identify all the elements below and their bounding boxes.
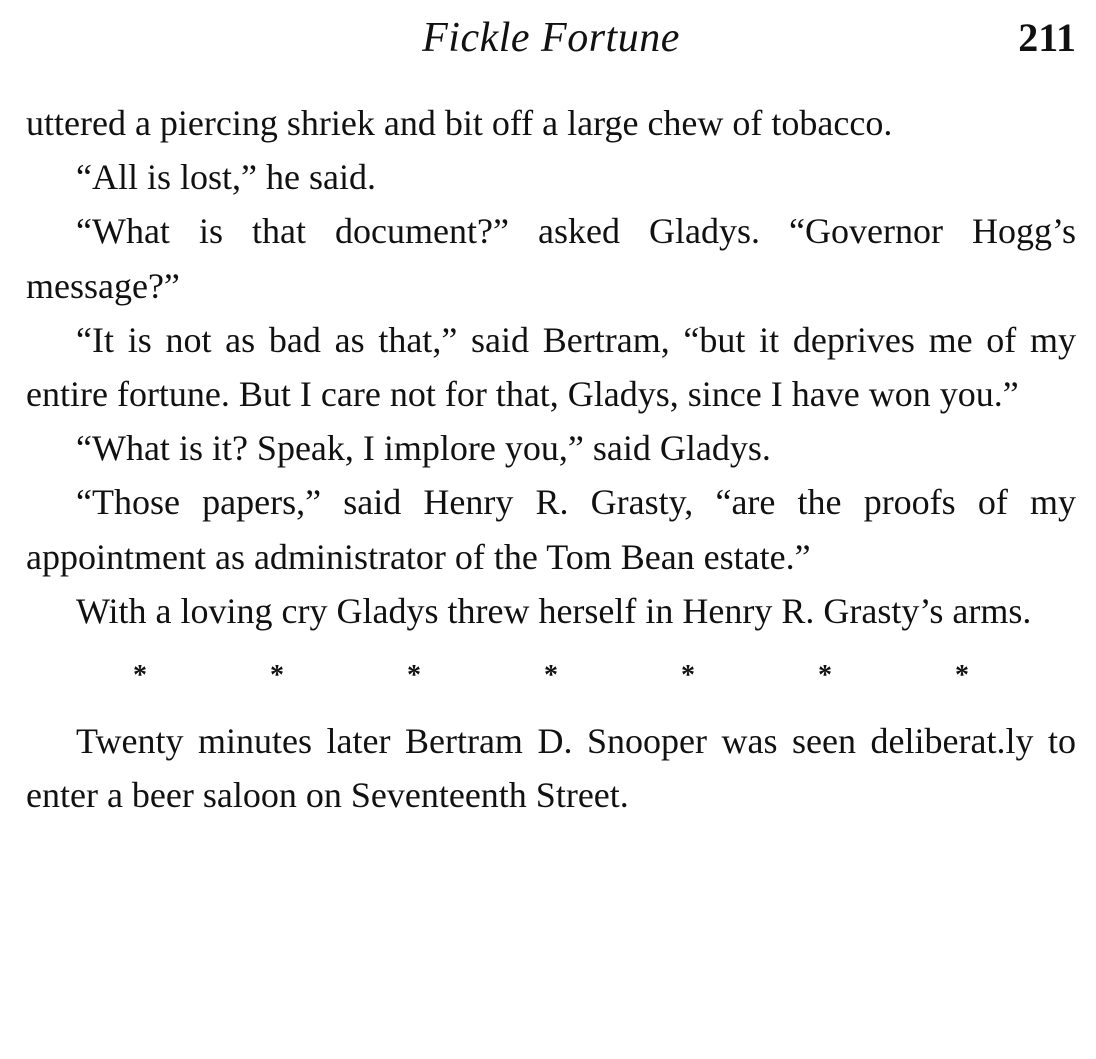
paragraph-what-is-it: “What is it? Speak, I implore you,” said Gladys. xyxy=(76,428,771,469)
asterisk: * xyxy=(955,659,969,691)
paragraph-those-papers: “Those papers,” said Henry R. Grasty, “are the proofs of my appointment as administrator of the Tom Bean estate.” xyxy=(26,482,1076,577)
asterisk: * xyxy=(544,659,558,691)
body-text xyxy=(26,96,1076,822)
page-number: 211 xyxy=(1018,15,1076,60)
asterisk: * xyxy=(818,659,832,691)
paragraph-closing: Twenty minutes later Bertram D. Snooper was seen deliberat.ly to enter a beer saloon on Seventeenth Street. xyxy=(26,721,1076,816)
page-header xyxy=(26,0,1076,70)
paragraph-what-is-that-document: “What is that document?” asked Gladys. “Governor Hogg’s message?” xyxy=(26,211,1076,306)
paragraph-all-is-lost: “All is lost,” he said. xyxy=(76,157,376,198)
book-page xyxy=(26,0,1076,1059)
paragraph-not-as-bad: “It is not as bad as that,” said Bertram, “but it deprives me of my entire fortune. But I care not for that, Gladys, since I have won you.” xyxy=(26,319,1076,415)
paragraph-loving-cry: With a loving cry Gladys threw herself in Henry R. Grasty’s arms. xyxy=(76,590,1032,631)
asterisk: * xyxy=(681,659,695,691)
asterisk: * xyxy=(270,659,284,691)
running-title: Fickle Fortune xyxy=(422,15,680,61)
paragraph-continuation: uttered a piercing shriek and bit off a large chew of tobacco. xyxy=(26,103,893,143)
section-break-asterism xyxy=(26,638,1076,714)
asterisk: * xyxy=(133,659,147,691)
asterisk: * xyxy=(407,659,421,691)
